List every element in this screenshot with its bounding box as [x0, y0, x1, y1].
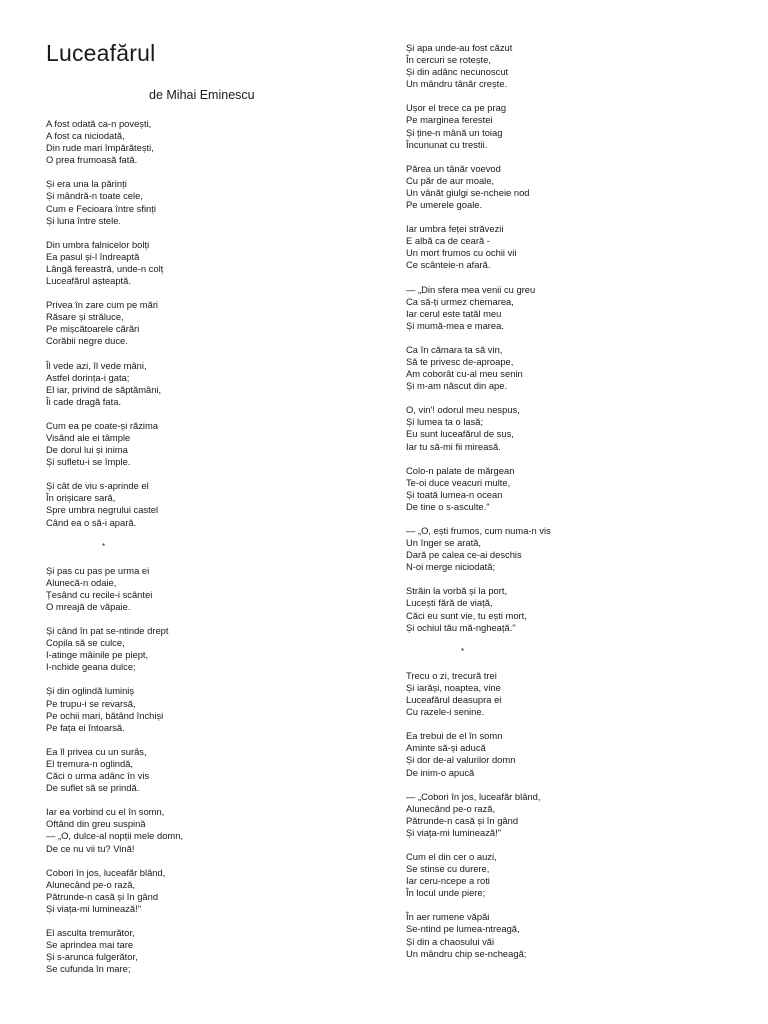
stanza: [46, 178, 376, 226]
verse-line: Și sufletu-i se împle.: [46, 456, 131, 468]
stanza: [406, 344, 736, 392]
stanza: [406, 851, 736, 899]
verse-line: E albă ca de ceară -: [406, 235, 490, 247]
verse-line: Aminte să-și aducă: [406, 742, 486, 754]
verse-line: Se cufunda în mare;: [46, 963, 131, 975]
verse-line: Să te privesc de-aproape,: [406, 355, 514, 367]
verse-line: Cu razele-i senine.: [406, 706, 485, 718]
stanza: [406, 223, 736, 271]
verse-line: Pe trupu-i se revarsă,: [46, 697, 136, 709]
stanza: [46, 565, 376, 613]
poem-column-left: [46, 118, 376, 987]
verse-line: O, vin'! odorul meu nespus,: [406, 404, 520, 416]
stanza: [46, 867, 376, 915]
verse-line: Și era una la părinți: [46, 178, 127, 190]
verse-line: Visând ale ei tâmple: [46, 431, 131, 443]
verse-line: I-nchide geana dulce;: [46, 661, 136, 673]
verse-line: Încununat cu trestii.: [406, 138, 488, 150]
verse-line: Pătrunde-n casă și în gând: [406, 814, 519, 826]
verse-line: Și ochiul tău mă-ngheață.": [406, 621, 516, 633]
verse-line: Spre umbra negrului castel: [46, 504, 159, 516]
section-separator: *: [102, 541, 106, 551]
verse-line: Cum ea pe coate-și răzima: [46, 419, 159, 431]
verse-line: Dară pe calea ce-ai deschis: [406, 549, 522, 561]
poem-column-right: [406, 42, 736, 972]
stanza: [46, 239, 376, 287]
verse-line: Lângă fereastră, unde-n colț: [46, 262, 164, 274]
verse-line: Și s-arunca fulgerător,: [46, 951, 138, 963]
verse-line: Luceafărul deasupra ei: [406, 694, 502, 706]
stanza: [46, 927, 376, 975]
section-separator: *: [461, 646, 465, 656]
stanza: [406, 404, 736, 452]
verse-line: Cum el din cer o auzi,: [406, 850, 497, 862]
verse-line: Răsare și străluce,: [46, 311, 124, 323]
verse-line: Și lumea ta o lasă;: [406, 416, 484, 428]
verse-line: — „Din sfera mea venii cu greu: [406, 283, 536, 295]
verse-line: Un înger se arată,: [406, 537, 482, 549]
verse-line: Și viața-mi luminează!": [46, 902, 142, 914]
verse-line: Părea un tânăr voevod: [406, 162, 501, 174]
verse-line: Și cât de viu s-aprinde el: [46, 480, 149, 492]
verse-line: Pe fața ei întoarsă.: [46, 721, 125, 733]
stanza: [46, 806, 376, 854]
verse-line: Străin la vorbă și la port,: [406, 585, 508, 597]
verse-line: Privea în zare cum pe mări: [46, 299, 159, 311]
stanza: [406, 525, 736, 573]
verse-line: Astfel dorința-i gata;: [46, 371, 130, 383]
stanza: [406, 730, 736, 778]
verse-line: Ca să-ți urmez chemarea,: [406, 295, 514, 307]
stanza: [406, 102, 736, 150]
verse-line: De tine o s-asculte.": [406, 500, 490, 512]
verse-line: — „O, dulce-al nopții mele domn,: [46, 830, 184, 842]
verse-line: Și mândră-n toate cele,: [46, 190, 143, 202]
verse-line: El iar, privind de săptămâni,: [46, 383, 162, 395]
verse-line: Țesând cu recile-i scântei: [46, 588, 153, 600]
verse-line: Trecu o zi, trecură trei: [406, 669, 497, 681]
verse-line: Pe umerele goale.: [406, 199, 483, 211]
verse-line: Un vânăt giulgi se-ncheie nod: [406, 186, 530, 198]
stanza: [406, 163, 736, 211]
verse-line: Lucești fără de viață,: [406, 597, 493, 609]
stanza: [46, 299, 376, 347]
verse-line: De inim-o apucă: [406, 766, 475, 778]
stanza: [406, 42, 736, 90]
verse-line: Iar cerul este tatăl meu: [406, 307, 502, 319]
verse-line: Iar ea vorbind cu el în somn,: [46, 806, 165, 818]
verse-line: Îi cade dragă fata.: [46, 395, 122, 407]
stanza: [46, 480, 376, 528]
verse-line: I-atinge mâinile pe piept,: [46, 649, 149, 661]
verse-line: Și luna între stele.: [46, 214, 122, 226]
verse-line: Și când în pat se-ntinde drept: [46, 625, 169, 637]
verse-line: Am coborât cu-al meu senin: [406, 368, 523, 380]
stanza: [46, 625, 376, 673]
verse-line: O mreajă de văpaie.: [46, 601, 131, 612]
stanza: [406, 791, 736, 839]
verse-line: Ea pasul și-l îndreaptă: [46, 250, 140, 262]
verse-line: Căci eu sunt vie, tu ești mort,: [406, 609, 527, 621]
verse-line: — „Cobori în jos, luceafăr blând,: [406, 790, 541, 802]
verse-line: Și apa unde-au fost căzut: [406, 42, 513, 53]
verse-line: În orișicare sară,: [46, 492, 116, 504]
verse-line: Și iarăși, noaptea, vine: [406, 681, 501, 693]
verse-line: Eu sunt luceafărul de sus,: [406, 428, 514, 440]
verse-line: N-oi merge niciodată;: [406, 561, 496, 573]
verse-line: Și din a chaosului văi: [406, 935, 495, 947]
stanza: [46, 420, 376, 468]
verse-line: În cercuri se rotește,: [406, 54, 491, 66]
verse-line: Un mort frumos cu ochii vii: [406, 247, 517, 259]
verse-line: Ce scânteie-n afară.: [406, 259, 491, 271]
verse-line: Și dor de-al valurilor domn: [406, 754, 516, 766]
verse-line: Luceafărul așteaptă.: [46, 275, 131, 287]
verse-line: El tremura-n oglindă,: [46, 757, 134, 769]
stanza: [46, 746, 376, 794]
verse-line: El asculta tremurător,: [46, 926, 135, 938]
verse-line: Căci o urma adânc în vis: [46, 770, 150, 782]
verse-line: Pe marginea ferestei: [406, 114, 493, 126]
verse-line: În aer rumene văpăi: [406, 911, 490, 923]
verse-line: Și viața-mi luminează!": [406, 826, 502, 838]
verse-line: Și m-am născut din ape.: [406, 380, 508, 392]
verse-line: Iar tu să-mi fii mireasă.: [406, 440, 501, 452]
verse-line: Iar umbra feței străvezii: [406, 223, 504, 235]
stanza: [406, 465, 736, 513]
stanza: [406, 670, 736, 718]
verse-line: Din umbra falnicelor bolți: [46, 238, 150, 250]
verse-line: O prea frumoasă fată.: [46, 154, 138, 166]
verse-line: Alunecând pe-o rază,: [406, 802, 496, 814]
stanza: [46, 360, 376, 408]
verse-line: Se aprindea mai tare: [46, 939, 134, 951]
verse-line: Ca în cămara ta să vin,: [406, 343, 503, 355]
verse-line: Cu păr de aur moale,: [406, 174, 495, 186]
verse-line: Te-oi duce veacuri multe,: [406, 476, 511, 488]
verse-line: Și mumă-mea e marea.: [406, 319, 504, 331]
author-byline: de Mihai Eminescu: [149, 88, 255, 102]
verse-line: Cum e Fecioara între sfinți: [46, 202, 156, 214]
verse-line: Iar ceru-ncepe a roti: [406, 875, 490, 887]
verse-line: Colo-n palate de mărgean: [406, 464, 515, 476]
verse-line: Oftând din greu suspină: [46, 818, 146, 830]
stanza: [46, 118, 376, 166]
verse-line: A fost odată ca-n povești,: [46, 118, 152, 129]
verse-line: Îl vede azi, îl vede mâni,: [46, 359, 147, 371]
verse-line: Copila să se culce,: [46, 637, 125, 649]
verse-line: În locul unde piere;: [406, 887, 486, 899]
verse-line: De ce nu vii tu? Vină!: [46, 842, 135, 854]
verse-line: Și toată lumea-n ocean: [406, 488, 503, 500]
verse-line: Cobori în jos, luceafăr blând,: [46, 866, 166, 878]
verse-line: Pătrunde-n casă și în gând: [46, 890, 159, 902]
verse-line: — „O, ești frumos, cum numa-n vis: [406, 525, 551, 536]
verse-line: Un mândru chip se-ncheagă;: [406, 947, 527, 959]
verse-line: Pe ochii mari, bătând închiși: [46, 709, 164, 721]
verse-line: A fost ca niciodată,: [46, 130, 125, 142]
verse-line: Din rude mari împărătești,: [46, 142, 154, 154]
verse-line: Și pas cu pas pe urma ei: [46, 564, 150, 576]
verse-line: Când ea o să-i apară.: [46, 516, 137, 528]
stanza: [406, 585, 736, 633]
verse-line: Ușor el trece ca pe prag: [406, 102, 507, 114]
verse-line: Alunecând pe-o rază,: [46, 878, 136, 890]
verse-line: Ea îl privea cu un surâs,: [46, 745, 147, 757]
stanza: [406, 911, 736, 959]
poem-title: Luceafărul: [46, 40, 156, 66]
stanza: [46, 685, 376, 733]
verse-line: Și ține-n mână un toiag: [406, 126, 503, 138]
verse-line: Și din adânc necunoscut: [406, 66, 509, 78]
verse-line: Ea trebui de el în somn: [406, 730, 503, 742]
verse-line: Un mândru tânăr crește.: [406, 78, 508, 90]
verse-line: Pe mișcătoarele cărări: [46, 323, 140, 335]
verse-line: De dorul lui și inima: [46, 444, 128, 456]
verse-line: De suflet să se prindă.: [46, 782, 140, 794]
stanza: [406, 284, 736, 332]
verse-line: Alunecă-n odaie,: [46, 576, 117, 588]
verse-line: Și din oglindă luminiș: [46, 685, 135, 697]
verse-line: Corăbii negre duce.: [46, 335, 128, 347]
verse-line: Se stinse cu durere,: [406, 863, 490, 875]
verse-line: Se-ntind pe lumea-ntreagă,: [406, 923, 520, 935]
